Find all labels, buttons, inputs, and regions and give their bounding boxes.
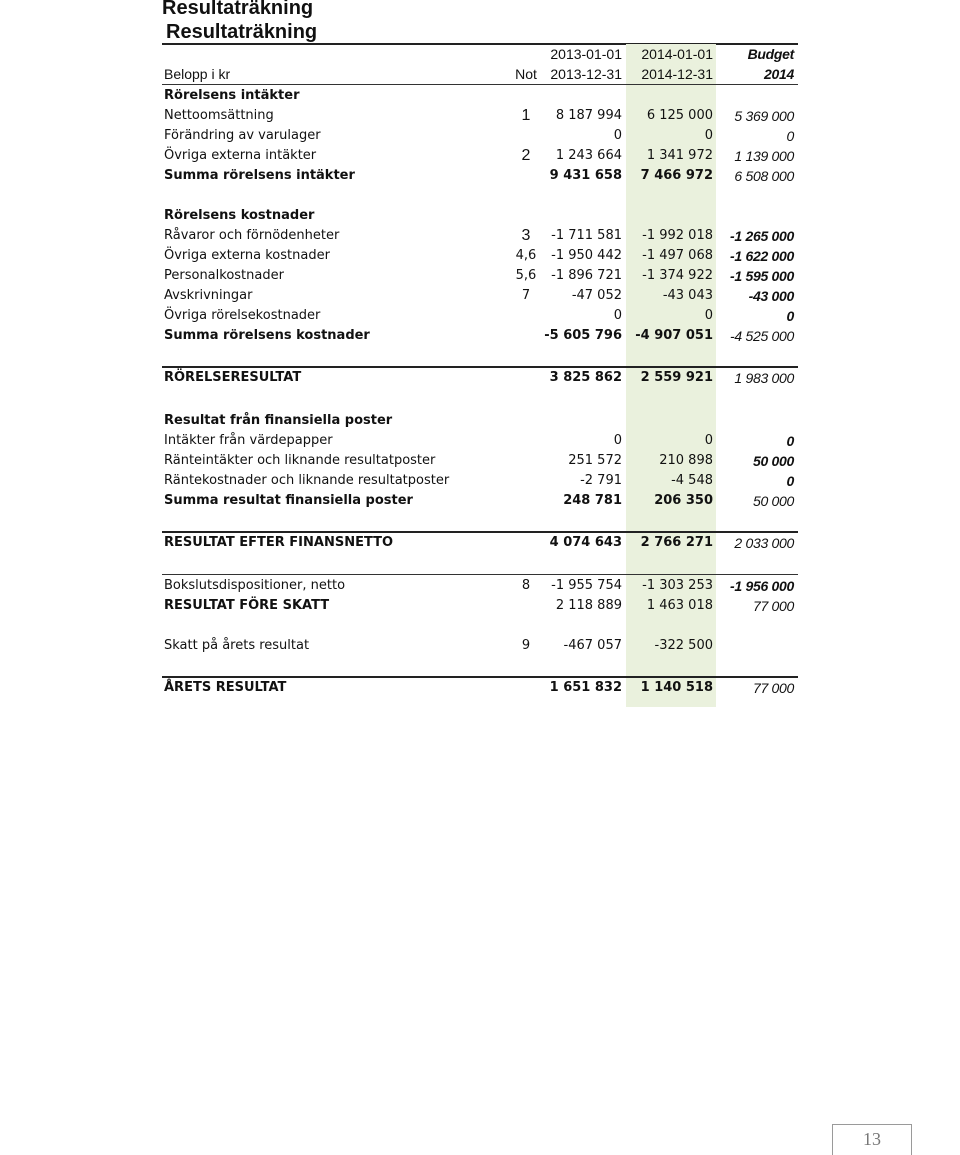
row-value-2014: -4 907 051 (635, 328, 713, 343)
subtotal-row (162, 326, 798, 346)
page-number: 13 (863, 1129, 881, 1149)
subtotal-row (162, 491, 798, 511)
row-label: Summa rörelsens kostnader (164, 328, 370, 343)
row-value-2013: 0 (613, 433, 622, 448)
row-label: Rörelsens kostnader (164, 208, 315, 223)
row-value-2013: -2 791 (580, 473, 622, 488)
table-row (162, 106, 798, 126)
header-rule (162, 84, 798, 85)
row-value-2013: -1 950 442 (551, 248, 622, 263)
row-value-budget: 0 (786, 308, 794, 324)
result-row (162, 533, 798, 553)
row-value-budget: 0 (786, 473, 794, 489)
row-value-budget: -4 525 000 (730, 328, 794, 344)
page-number-box (832, 1124, 912, 1155)
row-value-2014: 210 898 (659, 453, 713, 468)
row-value-2014: 1 463 018 (646, 598, 713, 613)
header-row-period-start (162, 44, 798, 64)
row-value-2013: -1 711 581 (551, 228, 622, 243)
row-value-budget: 50 000 (752, 453, 794, 469)
row-value-2013: -5 605 796 (544, 328, 622, 343)
section-heading (162, 411, 798, 431)
row-value-2013: 9 431 658 (549, 168, 622, 183)
row-value-2014: -1 303 253 (642, 578, 713, 593)
row-value-2013: -1 955 754 (551, 578, 622, 593)
row-value-budget: 77 000 (752, 680, 794, 696)
table-row (162, 286, 798, 306)
row-note: 3 (521, 227, 531, 244)
row-value-2014: 1 140 518 (640, 680, 713, 695)
row-value-2014: 1 341 972 (646, 148, 713, 163)
table-row (162, 126, 798, 146)
row-value-budget: -43 000 (748, 288, 794, 304)
row-value-2013: 248 781 (563, 493, 622, 508)
header-budget-label: Budget (747, 46, 794, 62)
row-value-budget: 50 000 (752, 493, 794, 509)
row-value-2013: 0 (613, 308, 622, 323)
table-row (162, 431, 798, 451)
row-value-budget: -1 595 000 (730, 268, 794, 284)
table-row (162, 246, 798, 266)
row-label: Nettoomsättning (164, 108, 274, 123)
row-value-2013: 1 243 664 (555, 148, 622, 163)
row-label: Summa rörelsens intäkter (164, 168, 355, 183)
row-label: RESULTAT EFTER FINANSNETTO (164, 535, 394, 550)
row-value-budget: 2 033 000 (734, 535, 794, 551)
table-row (162, 306, 798, 326)
row-value-2014: 2 766 271 (640, 535, 713, 550)
row-value-2013: 251 572 (568, 453, 622, 468)
row-label: Rörelsens intäkter (164, 88, 300, 103)
row-value-budget: 77 000 (752, 598, 794, 614)
row-value-2014: 7 466 972 (640, 168, 713, 183)
header-period-start-2013: 2013-01-01 (550, 46, 622, 62)
row-value-2014: 0 (704, 128, 713, 143)
row-value-2013: -47 052 (571, 288, 622, 303)
row-label: Övriga externa kostnader (164, 248, 330, 263)
row-value-budget: -1 265 000 (730, 228, 794, 244)
row-label: Summa resultat finansiella poster (164, 493, 413, 508)
row-value-2014: -1 374 922 (642, 268, 713, 283)
row-value-2013: 8 187 994 (555, 108, 622, 123)
row-value-2014: 0 (704, 433, 713, 448)
row-value-2013: 3 825 862 (549, 370, 622, 385)
row-value-2013: 1 651 832 (549, 680, 622, 695)
header-amount-label: Belopp i kr (164, 66, 231, 82)
header-period-start-2014: 2014-01-01 (641, 46, 713, 62)
subtotal-row (162, 166, 798, 186)
row-note: 7 (521, 288, 531, 303)
row-label: Förändring av varulager (164, 128, 321, 143)
row-value-2014: 0 (704, 308, 713, 323)
row-value-2013: 4 074 643 (549, 535, 622, 550)
row-value-2014: 206 350 (654, 493, 713, 508)
row-label: Övriga rörelsekostnader (164, 308, 321, 323)
header-budget-year: 2014 (764, 66, 794, 82)
row-note: 1 (521, 107, 531, 124)
row-value-2014: -4 548 (671, 473, 713, 488)
row-label: Avskrivningar (164, 288, 253, 303)
doc-title-2: Resultaträkning (166, 21, 318, 43)
table-row (162, 266, 798, 286)
row-label: Intäkter från värdepapper (164, 433, 333, 448)
row-label: ÅRETS RESULTAT (164, 680, 287, 695)
row-label: RÖRELSERESULTAT (164, 370, 302, 385)
row-label: Bokslutsdispositioner, netto (164, 578, 346, 593)
row-value-2014: -1 992 018 (642, 228, 713, 243)
row-value-2013: 2 118 889 (555, 598, 622, 613)
row-value-2014: 2 559 921 (640, 370, 713, 385)
doc-title-1: Resultaträkning (162, 0, 314, 19)
row-value-budget: 0 (786, 128, 794, 144)
row-label: Personalkostnader (164, 268, 284, 283)
table-row (162, 146, 798, 166)
row-value-2013: -467 057 (563, 638, 622, 653)
table-row (162, 576, 798, 596)
row-value-budget: -1 956 000 (730, 578, 794, 594)
row-note: 5,6 (515, 268, 537, 283)
row-value-budget: 1 983 000 (734, 370, 794, 386)
result-row (162, 368, 798, 388)
header-period-end-2013: 2013-12-31 (550, 66, 622, 82)
row-label: Resultat från finansiella poster (164, 413, 393, 428)
row-value-2013: 0 (613, 128, 622, 143)
row-note: 9 (521, 638, 531, 653)
row-value-2014: -322 500 (654, 638, 713, 653)
header-note-label: Not (515, 66, 537, 82)
row-label: Skatt på årets resultat (164, 638, 310, 653)
row-label: Ränteintäkter och liknande resultatposter (164, 453, 436, 468)
section-heading (162, 86, 798, 106)
row-label: RESULTAT FÖRE SKATT (164, 598, 330, 613)
row-label: Räntekostnader och liknande resultatposter (164, 473, 450, 488)
result-row (162, 596, 798, 616)
row-value-2013: -1 896 721 (551, 268, 622, 283)
row-note: 2 (521, 147, 531, 164)
header-period-end-2014: 2014-12-31 (641, 66, 713, 82)
row-note: 4,6 (515, 248, 537, 263)
row-value-2014: -1 497 068 (642, 248, 713, 263)
section-heading (162, 206, 798, 226)
table-row (162, 451, 798, 471)
row-value-budget: -1 622 000 (730, 248, 794, 264)
table-row (162, 636, 798, 656)
table-row (162, 226, 798, 246)
row-value-budget: 5 369 000 (734, 108, 794, 124)
row-value-2014: -43 043 (662, 288, 713, 303)
row-value-budget: 0 (786, 433, 794, 449)
section-rule (162, 574, 798, 575)
row-note: 8 (521, 578, 531, 593)
row-value-2014: 6 125 000 (646, 108, 713, 123)
final-result-row (162, 678, 798, 698)
header-row-period-end (162, 64, 798, 84)
row-label: Övriga externa intäkter (164, 148, 317, 163)
table-row (162, 471, 798, 491)
row-label: Råvaror och förnödenheter (164, 228, 340, 243)
row-value-budget: 1 139 000 (734, 148, 794, 164)
row-value-budget: 6 508 000 (734, 168, 794, 184)
